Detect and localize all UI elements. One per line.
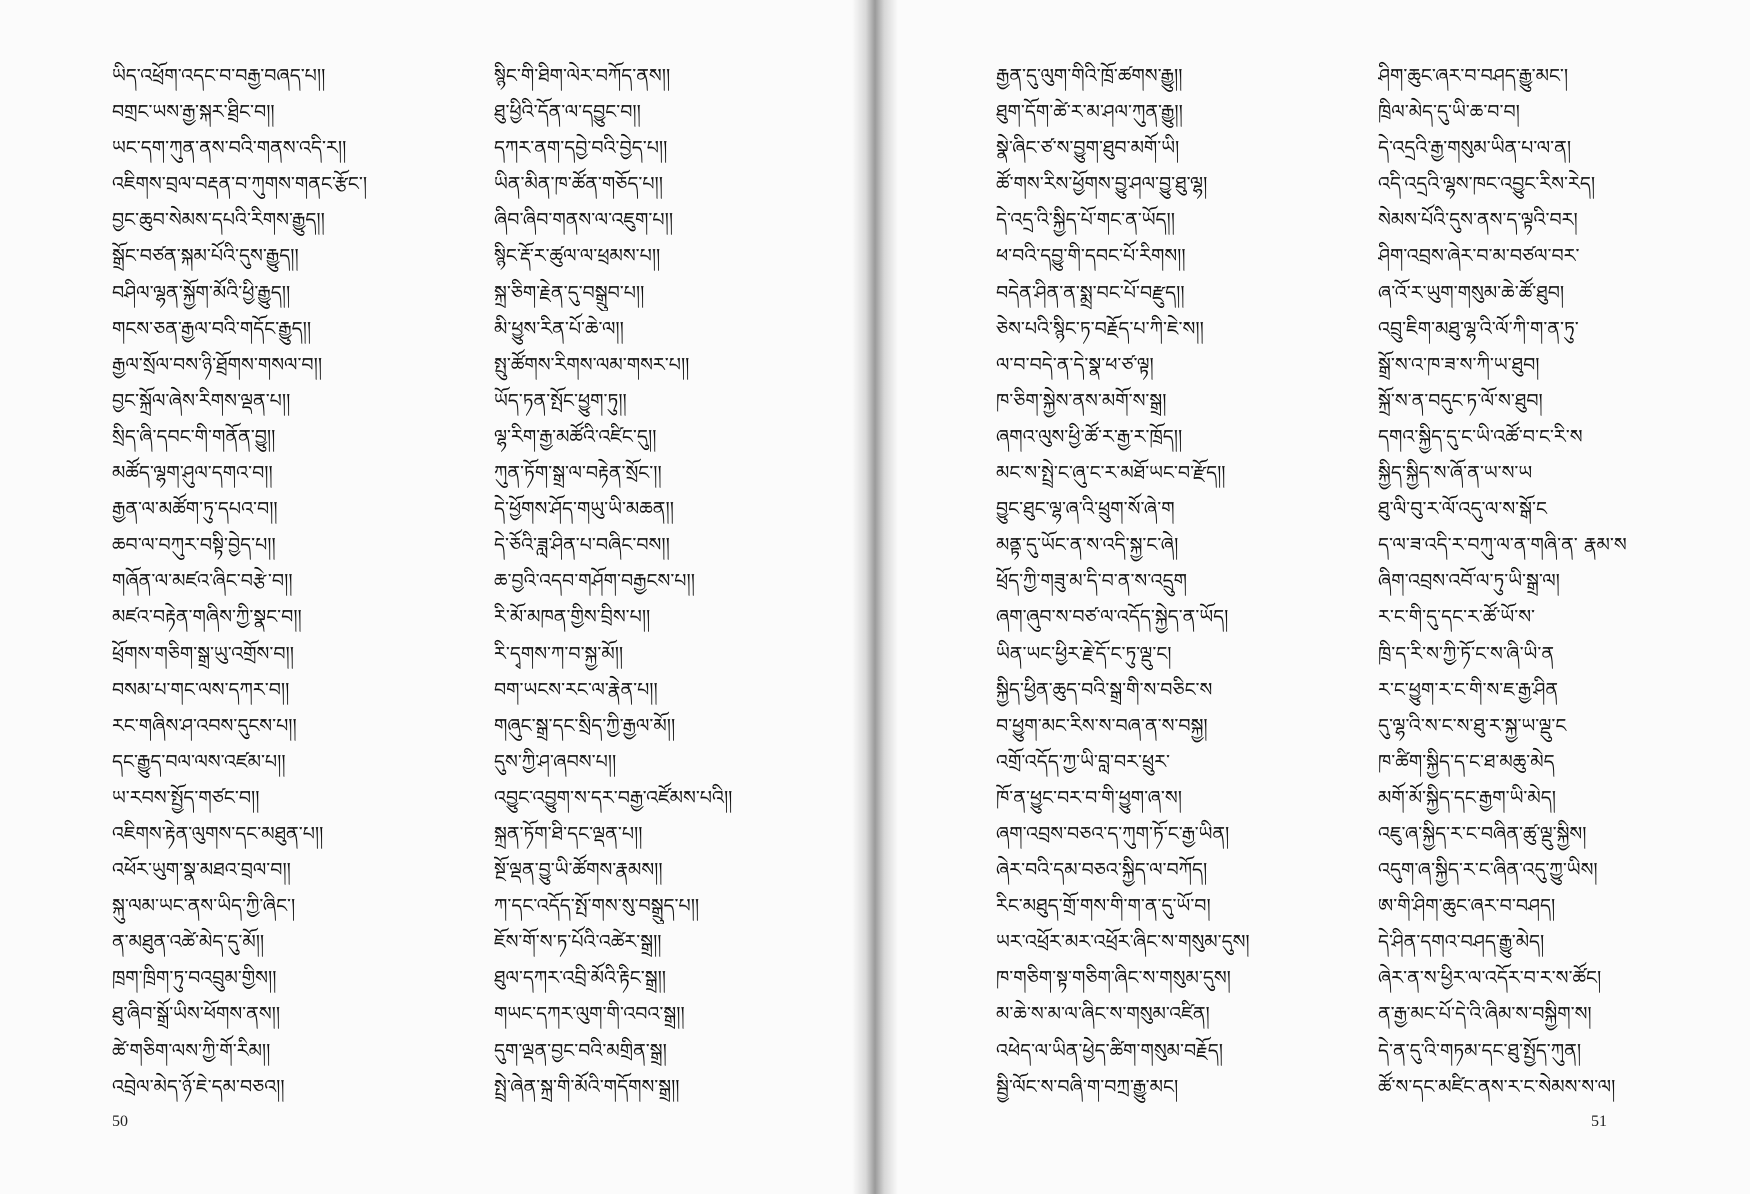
verse-line: མཚོད་ལྷག་ཤུལ་དགའ་བ།།	[112, 462, 273, 485]
verse-line: ཡིད་འཕྲོག་འདང་བ་བརྒྱ་བཞད་པ།།	[112, 65, 326, 87]
verse-line: རིང་མཐུད་གྲོ་གས་གི་ག་ན་དུ་ཡོ་བ།	[996, 895, 1211, 918]
verse-line: ཞེར་ན་ས་ཕྱིར་ལ་འདོར་བ་ར་ས་ཚོང།	[1378, 967, 1602, 990]
book-gutter	[852, 0, 898, 1194]
verse-line: སྒྲོ་ས་འ་ཁ་ཟ་ས་ཀི་ཡ་ཐུབ།	[1378, 353, 1540, 376]
verse-line: ཁོ་ན་ཕྱུང་བར་བ་གི་ཕྱུག་ཞ་ས།	[996, 786, 1182, 809]
verse-line: འབྲུ་ཇིག་མཐུ་ལྷ་འི་ལོ་ཀི་ག་ན་ཏུ་	[1378, 317, 1579, 340]
verse-line: རི་དྭགས་ཀ་བ་སྐྱ་མོ།།	[494, 642, 624, 665]
verse-line: ཡར་འཕྲོར་མར་འཕྲོར་ཞིང་ས་གསུམ་དུས།	[996, 931, 1250, 954]
verse-line: ཞག་འབྲས་བཅའ་ད་ཀུག་ཏོ་ང་རྒྱ་ཡིན།	[996, 822, 1230, 845]
verse-line: བྱང་སྐྲོལ་ཞེས་རིགས་ལྡན་པ།།	[112, 389, 291, 412]
verse-line: ཞགའ་ལུས་ཕྱི་ཚོ་ར་རྒྱ་ར་ཁྲོད།།	[996, 425, 1183, 448]
verse-line: ཐུག་དོག་ཚེ་ར་མ་ཤལ་ཀུན་རྒྱུ།།	[996, 101, 1183, 124]
right-page-column-2	[1378, 58, 1748, 1105]
verse-line: ཡིན་ཡང་ཕྱིར་རྗེ་དོ་ང་ཏུ་ལྡུ་ང།	[996, 642, 1172, 665]
verse-line: སྐྱིད་ཕྱིན་ཆུད་བའི་སྒྲ་གི་ས་བཅིང་ས	[996, 678, 1213, 701]
verse-line: མ་ཆེ་ས་མ་ལ་ཞིང་ས་གསུམ་འཛིན།	[996, 1003, 1210, 1026]
verse-line: འདུག་ཞ་སྐྱིད་ར་ང་ཞིན་འདུ་ཀྱུ་ཡིས།	[1378, 859, 1598, 882]
verse-line: ལྷ་རིག་རྒྱ་མཚོའི་འཛིང་དུ།།	[494, 425, 657, 448]
verse-line: ཤིག་འབྲས་ཞེར་བ་མ་བཙལ་བར་	[1378, 245, 1580, 268]
verse-line: ཕྲོགས་གཅིག་སྒྲ་ཡུ་འགྲོས་བ།།	[112, 642, 294, 665]
verse-line: དེ་འདྲ་འི་སྐྱིད་པོ་གང་ན་ཡོད།།	[996, 209, 1175, 232]
verse-line: འདི་འདྲའི་ལྷས་ཁང་འབྱུང་རིས་རེད།	[1378, 173, 1596, 196]
verse-line: དང་རྒྱུད་བལ་ལས་འཛམ་པ།།	[112, 750, 286, 773]
verse-line: གཡང་དཀར་ལུག་གི་འབའ་སྒྲ།།	[494, 1003, 685, 1026]
verse-line: ཁྲིལ་མེད་དུ་ཡི་ཆ་བ་བ།	[1378, 101, 1520, 124]
verse-line: འབྱུང་འབྱུག་ས་དར་བརྒྱ་འཛོམས་པའི།།	[494, 786, 733, 809]
verse-line: ཞེར་བའི་དམ་བཅའ་སྐྱིད་ལ་བཀོད།	[996, 859, 1208, 882]
verse-line: མགོ་མོ་སྐྱིད་དང་རྒྱག་ཡི་མེད།	[1378, 786, 1556, 809]
verse-line: ན་མཐུན་འཚེ་མེད་དུ་མོ།།	[112, 931, 265, 954]
verse-line: ཞ་འོ་ར་ཡུག་གསུམ་ཆེ་ཚོ་ཐུབ།	[1378, 281, 1565, 304]
left-page-column-2	[494, 58, 864, 1105]
verse-line: རང་གཞིས་ཤ་འབས་དུངས་པ།།	[112, 714, 297, 737]
left-page-column-1	[112, 58, 482, 1105]
verse-line: ཁྲི་ད་རི་ས་ཀྱི་ཏོ་ང་ས་ཞི་ཡི་ན	[1378, 642, 1554, 665]
verse-line: ཅེས་པའི་སྙིང་ཏ་བརྗོད་པ་ཀི་ཇེ་ས།།	[996, 317, 1204, 340]
verse-line: ཐུ་ལི་བུ་ར་ལོ་འདུ་ལ་ས་སྒོ་ང	[1378, 498, 1547, 521]
verse-line: གཞུང་སྒྲ་དང་སྲིད་ཀྱི་རྒྱལ་མོ།།	[494, 714, 676, 737]
verse-line: སྲིད་ཞི་དབང་གི་གནོན་བྱུ།།	[112, 425, 276, 448]
verse-line: རི་མོ་མཁན་གྱིས་བྲིས་པ།།	[494, 606, 651, 629]
verse-line: བཤིལ་ལྷན་སྐྱོག་མོའི་ཕྱི་རྒྱུད།།	[112, 281, 291, 304]
verse-line: མནྟ་དུ་ཡོང་ན་ས་འདི་སྐྱ་ང་ཞེ།	[996, 534, 1179, 557]
verse-line: ཞག་ཞུབ་ས་བཙ་ལ་འདོད་སྐྱེད་ན་ཡོད།	[996, 606, 1229, 629]
verse-line: ཁ་ཚིག་སྐྱིད་ད་ང་ཐ་མཆུ་མེད	[1378, 750, 1555, 773]
right-page	[882, 0, 1750, 1194]
verse-line: ཐུ་ཕྱིའི་དོན་ལ་དབྱུང་བ།།	[494, 101, 641, 124]
verse-line: ཀ་དང་འདོད་སྤོ་གས་སུ་བསྒྲུད་པ།།	[494, 895, 700, 918]
verse-line: ཆབ་ལ་བཀུར་བསྟི་བྱེད་པ།།	[112, 534, 276, 557]
verse-line: དེ་ཤིན་དགའ་བཤད་རྒྱུ་མེད།	[1378, 931, 1545, 954]
verse-line: ཐུ་ཞིབ་སྒྲོ་ཡིས་ཕོགས་ནས།།	[112, 1003, 281, 1026]
verse-line: ར་ང་ཕྱུག་ར་ང་གི་ས་ཇ་རྒྱ་ཤིན	[1378, 678, 1559, 701]
verse-line: ཇོས་གོ་ས་ཏ་པོའི་འཚེར་སྒྲ།།	[494, 931, 662, 954]
verse-line: གངས་ཅན་རྒྱལ་བའི་གདོང་རྒྱུད།།	[112, 317, 312, 340]
verse-line: འགྲོ་འདོད་ཀྱ་ཡི་བླ་བར་ཕྲུར་	[996, 750, 1171, 773]
verse-line: དེ་ཕྱོགས་ཤོད་གཡུ་ཡི་མཆན།།	[494, 498, 674, 521]
verse-line: ཚེ་གཅིག་ལས་ཀྱི་གོ་རིམ།།	[112, 1039, 271, 1062]
verse-line: མང་ས་སྤྲེ་ང་ཞུ་ང་ར་མཐོ་ཡང་བ་རྫོད།།	[996, 462, 1226, 485]
verse-line: ཐུལ་དཀར་འབྲི་མོའི་རྟིང་སྒྲ།།	[494, 967, 667, 990]
verse-line: སྐྱིད་སྐྱིད་ས་ཞོ་ན་ཡ་ས་ཡ	[1378, 462, 1533, 485]
verse-line: མི་ཕྱུས་རིན་པོ་ཆེ་ལ།།	[494, 317, 624, 340]
verse-line: ད་ལ་ཟ་འདི་ར་བཀུ་ལ་ན་གཞི་ན་ རྣམ་ས	[1378, 534, 1627, 557]
verse-line: བྱང་ཆུབ་སེམས་དཔའི་རིགས་རྒྱུད།།	[112, 209, 325, 232]
verse-line: དེ་ཅོའི་ཟླ་ཤིན་པ་བཞིང་བས།།	[494, 534, 670, 557]
verse-line: སྐྲོ་ས་ན་བདུང་ཏ་ལོ་ས་ཐུབ།	[1378, 389, 1543, 412]
verse-line: ཡང་དག་ཀུན་ནས་བའི་གནས་འདི་ར།།	[112, 137, 347, 160]
verse-line: རྒྱན་དུ་ལུག་གིའི་ཁྲོ་ཚགས་རྒྱུ།།	[996, 65, 1183, 87]
verse-line: སྤུ་ཚོགས་རིགས་ལམ་གསར་པ།།	[494, 353, 690, 376]
verse-line: དཀར་ནག་དབྱེ་བའི་བྱེད་པ།།	[494, 137, 668, 160]
verse-line: ན་རྒྱ་མང་པོ་དེ་འི་ཞིམ་ས་བསྐྱིག་ས།	[1378, 1003, 1592, 1026]
verse-line: ཤིག་ཆུང་ཞར་བ་བཤད་རྒྱུ་མང་།	[1378, 65, 1569, 87]
verse-line: སྤྲེ་ཞེན་སྐྲ་གི་མོའི་གདོགས་སྒྲ།།	[494, 1075, 680, 1098]
verse-line: འཕེད་ལ་ཡིན་ཕྱེད་ཚིག་གསུམ་བརྗོད།	[996, 1039, 1223, 1062]
verse-line: སྐུ་ལམ་ཡང་ནས་ཡིད་ཀྱི་ཞིང་།	[112, 895, 296, 918]
verse-line: ཚོ་ས་དང་མཛིང་ནས་ར་ང་སེམས་ས་ལ།	[1378, 1075, 1616, 1098]
verse-line: ཁ་ཅིག་སྐྱེས་ནས་མགོ་ས་སྒྲ།	[996, 389, 1167, 412]
verse-line: ཚོ་གས་རིས་ཕྱོགས་བྱུ་ཤལ་བྱུ་ཐུ་ལྷ།	[996, 173, 1208, 196]
verse-line: ཡ་རབས་སྤྱོད་གཙང་བ།།	[112, 786, 260, 809]
verse-line: རྒྱལ་སྲོལ་བས་ཉི་ཐྲོགས་གསལ་བ།།	[112, 353, 323, 376]
left-page	[0, 0, 868, 1194]
verse-line: དེ་འདྲའི་རྒྱ་གསུམ་ཡིན་པ་ལ་ན།	[1378, 137, 1572, 160]
verse-line: ཁྲག་ཁྲིག་ཏུ་བའབྲུམ་གྱིས།།	[112, 967, 277, 990]
verse-line: དེ་ན་དུ་འི་གཏམ་དང་ཐུ་སྤྱོད་ཀུན།	[1378, 1039, 1582, 1062]
verse-line: སྔོ་ལྡན་བྱུ་ཡི་ཚོགས་རྣམས།།	[494, 859, 663, 882]
verse-line: དུ་ལྷ་འི་ས་ང་ས་ཐུ་ར་སྐྱ་ཡ་ལྡུ་ང	[1378, 714, 1567, 737]
verse-line: བསམ་པ་གང་ལས་དཀར་བ།།	[112, 678, 290, 701]
verse-line: འཇུ་ཞ་སྐྱིད་ར་ང་བཞིན་ཚུ་ལྡུ་སྐྱིས།	[1378, 822, 1587, 845]
verse-line: རྒྱན་ལ་མཚོག་ཏུ་དཔའ་བ།།	[112, 498, 278, 521]
verse-line: སྙིང་རྡོ་ར་ཚུལ་ལ་ཕྲམས་པ།།	[494, 245, 661, 268]
verse-line: སྦྱི་ལོང་ས་བཞི་ག་བཀྲ་རྒྱུ་མང།	[996, 1075, 1179, 1098]
verse-line: ཡིན་མིན་ཁ་ཚོན་གཅོད་པ།།	[494, 173, 663, 196]
verse-line: གཞོན་ལ་མཛའ་ཞིང་བརྩེ་བ།།	[112, 570, 293, 593]
page-number-right: 51	[1591, 1113, 1607, 1130]
verse-line: མཛའ་བརྟེན་གཞིས་ཀྱི་སྣང་བ།།	[112, 606, 302, 629]
verse-line: སྐྲན་ཏོག་ཐི་དང་ལྡན་པ།།	[494, 822, 643, 845]
verse-line: ཡོད་ཏན་སྤོང་ཕྱུག་ཏུ།།	[494, 389, 627, 412]
verse-line: བྱུང་ཐུང་ལྷ་ཞ་འི་ཕྲུག་སོ་ཞེ་ག	[996, 498, 1175, 521]
verse-line: སྐྲ་ཅིག་རྗེན་དུ་བསྒྲུབ་པ།།	[494, 281, 645, 304]
verse-line: དུས་ཀྱི་ཤ་ཞབས་པ།།	[494, 750, 617, 773]
verse-line: བ་ཕྱུག་མང་རིས་ས་བཞ་ན་ས་བསྐྱ།	[996, 714, 1208, 737]
page-number-left: 50	[112, 1113, 128, 1130]
verse-line: ཞིག་འབྲས་འབོ་ལ་ཏུ་ཡི་སྒྲ་ལ།	[1378, 570, 1560, 593]
verse-line: འཇིགས་བྲལ་བརྡན་བ་ཀུགས་གནང་རྩོང་།	[112, 173, 368, 196]
verse-line: བགྲང་ཡས་རྒྱ་སྐར་ཐྲིང་བ།།	[112, 101, 275, 124]
verse-line: སེམས་པོའི་དུས་ནས་ད་ལྟའི་བར།	[1378, 209, 1578, 232]
verse-line: དགའ་སྐྱིད་དུ་ང་ཡི་འཚོ་བ་ང་རི་ས	[1378, 425, 1583, 448]
verse-line: ཕྲོད་ཀྱི་གཟུ་མ་དི་བ་ན་ས་འདྲུག	[996, 570, 1188, 593]
verse-line: ར་ང་གི་དུ་དང་ར་ཚོ་ཡོ་ས་	[1378, 606, 1536, 629]
verse-line: ཕ་བའི་དབྱུ་གི་དབང་པོ་རིགས།།	[996, 245, 1186, 268]
verse-line: བག་ཡངས་རང་ལ་རྣེན་པ།།	[494, 678, 658, 701]
verse-line: འབྲེལ་མེད་ཉོ་ཇེ་དམ་བཅའ།།	[112, 1075, 285, 1098]
verse-line: དུག་ལྡན་བྱང་བའི་མགྲིན་སྒྲ།	[494, 1039, 667, 1062]
verse-line: བདེན་ཤིན་ན་སྨྲ་བང་པོ་བརྫུད།།	[996, 281, 1185, 304]
verse-line: ཁ་གཅིག་སྟ་གཅིག་ཞིང་ས་གསུམ་དུས།	[996, 967, 1231, 990]
right-page-column-1	[996, 58, 1366, 1105]
verse-line: ཆ་བྱའི་འདབ་གཤོག་བརྒྱངས་པ།།	[494, 570, 695, 593]
verse-line: སྣེ་ཞིང་ཙ་ས་བྱུག་ཐུབ་མགོ་ཡི།	[996, 137, 1180, 160]
verse-line: སྒྲོང་བཙན་སྐམ་པོའི་དུས་རྒྱུད།།	[112, 245, 299, 268]
verse-line: ཀུན་ཏོག་སྒྲ་ལ་བརྟེན་སྲོང་།།	[494, 462, 662, 485]
verse-line: ཨ་གི་ཤིག་ཆུང་ཞར་བ་བཤད།	[1378, 895, 1556, 918]
verse-line: འཇིགས་རྟེན་ལུགས་དང་མཐུན་པ།།	[112, 822, 324, 845]
verse-line: སྙིང་གི་ཐིག་ལེར་བཀོད་ནས།།	[494, 65, 671, 87]
verse-line: ཞིབ་ཞིབ་གནས་ལ་འཇུག་པ།།	[494, 209, 674, 232]
verse-line: ལ་བ་བདེ་ན་དེ་སྣ་ཕ་ཙ་ལྟ།	[996, 353, 1154, 376]
verse-line: འཕོར་ཡུག་སྣ་མཐའ་བྲལ་བ།།	[112, 859, 291, 882]
